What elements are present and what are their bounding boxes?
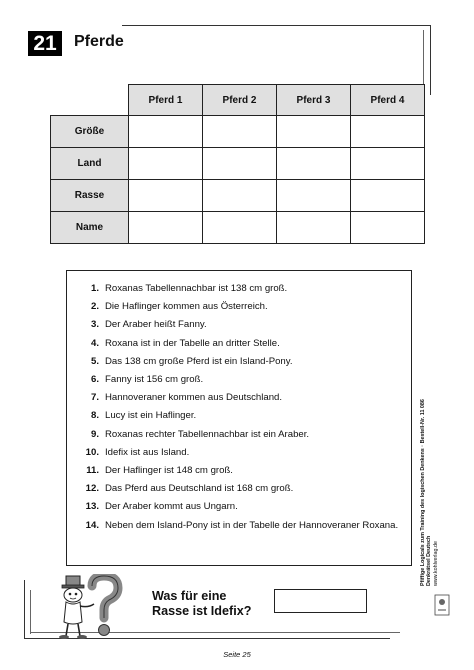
clue-number: 8. (90, 410, 99, 422)
clue-number: 1. (90, 283, 99, 294)
logic-grid (50, 84, 425, 244)
clue-number: 9. (90, 428, 99, 440)
clues-box (66, 270, 412, 566)
clue-item (77, 517, 405, 535)
clue-number: 2. (90, 301, 99, 313)
clue-item (77, 316, 405, 334)
clue-number: 12. (85, 483, 99, 495)
clue-item (77, 335, 405, 353)
worksheet-title: Pferde (74, 33, 124, 50)
clue-text: Der Araber heißt Fanny. (105, 319, 207, 331)
frame-line-left-bottom (24, 580, 25, 638)
clue-text: Fanny ist 156 cm groß. (105, 374, 204, 386)
grid-header-pferd-2: Pferd 2 (203, 85, 277, 116)
clue-number: 13. (85, 501, 99, 513)
clue-number: 10. (85, 446, 99, 458)
clue-number: 5. (90, 355, 99, 367)
grid-cell[interactable] (277, 148, 351, 180)
clue-text: Neben dem Island-Pony ist in der Tabelle der Hannoveraner Roxana. (105, 519, 399, 531)
grid-cell[interactable] (351, 212, 425, 244)
question-line-2: Rasse ist Idefix? (152, 604, 252, 618)
grid-cell[interactable] (351, 148, 425, 180)
grid-cell[interactable] (129, 116, 203, 148)
clue-item (77, 426, 405, 444)
grid-row-label-groesse: Größe (51, 116, 129, 148)
grid-cell[interactable] (129, 148, 203, 180)
clue-text: Der Haflinger ist 148 cm groß. (105, 465, 233, 477)
clue-number: 6. (90, 374, 99, 386)
grid-row-label-name: Name (51, 212, 129, 244)
side-publisher-text (420, 399, 439, 586)
grid-cell[interactable] (277, 180, 351, 212)
clue-text: Das 138 cm große Pferd ist ein Island-Pony. (105, 355, 293, 367)
grid-cell[interactable] (203, 116, 277, 148)
grid-cell[interactable] (203, 148, 277, 180)
frame-line-right (430, 25, 431, 95)
clue-item (77, 444, 405, 462)
answer-field[interactable] (274, 589, 367, 613)
grid-row-label-land: Land (51, 148, 129, 180)
clue-number: 11. (86, 465, 99, 477)
clue-text: Idefix ist aus Island. (105, 446, 190, 458)
clue-item (77, 353, 405, 371)
clue-text: Die Haflinger kommen aus Österreich. (105, 301, 268, 313)
clue-number: 3. (90, 319, 99, 331)
clue-text: Roxana ist in der Tabelle an dritter Stelle. (105, 337, 280, 349)
clue-text: Der Araber kommt aus Ungarn. (105, 501, 238, 513)
frame-line-right-inner (423, 30, 424, 90)
page-number: Seite 25 (223, 650, 251, 659)
grid-header-pferd-1: Pferd 1 (129, 85, 203, 116)
side-line-3: www.kohlverlag.de (432, 541, 439, 586)
clue-number: 7. (90, 392, 99, 404)
clue-text: Roxanas Tabellennachbar ist 138 cm groß. (105, 283, 288, 294)
grid-cell[interactable] (351, 180, 425, 212)
question-line-1: Was für eine (152, 589, 227, 603)
grid-cell[interactable] (277, 116, 351, 148)
question-text (152, 589, 251, 619)
grid-cell[interactable] (351, 116, 425, 148)
clue-item (77, 371, 405, 389)
grid-row-label-rasse: Rasse (51, 180, 129, 212)
grid-cell[interactable] (277, 212, 351, 244)
grid-cell[interactable] (129, 180, 203, 212)
frame-line-top (122, 25, 430, 26)
cartoon-figure-icon (52, 574, 142, 640)
frame-line-left-bottom-inner (30, 590, 31, 634)
clue-item (77, 389, 405, 407)
publisher-logo-icon (434, 594, 450, 616)
clue-item (77, 480, 405, 498)
worksheet-number: 21 (28, 31, 62, 56)
clue-text: Das Pferd aus Deutschland ist 168 cm groß. (105, 483, 294, 495)
clue-number: 14. (85, 519, 99, 531)
grid-header-pferd-4: Pferd 4 (351, 85, 425, 116)
grid-cell[interactable] (203, 212, 277, 244)
side-line-2: Denkrätsel Deutsch (426, 535, 433, 586)
clue-item (77, 407, 405, 425)
clue-text: Hannoveraner kommen aus Deutschland. (105, 392, 283, 404)
clue-item (77, 498, 405, 516)
clue-text: Lucy ist ein Haflinger. (105, 410, 197, 422)
grid-cell[interactable] (203, 180, 277, 212)
clue-number: 4. (90, 337, 99, 349)
clue-item (77, 280, 405, 298)
side-line-1: Pfiffige Logicals zum Training des logischen Denkens · Bestell-Nr. 11 086 (420, 399, 426, 586)
grid-header-pferd-3: Pferd 3 (277, 85, 351, 116)
grid-corner (51, 85, 129, 116)
grid-cell[interactable] (129, 212, 203, 244)
clue-text: Roxanas rechter Tabellennachbar ist ein Araber. (105, 428, 310, 440)
clue-item (77, 462, 405, 480)
clue-item (77, 298, 405, 316)
